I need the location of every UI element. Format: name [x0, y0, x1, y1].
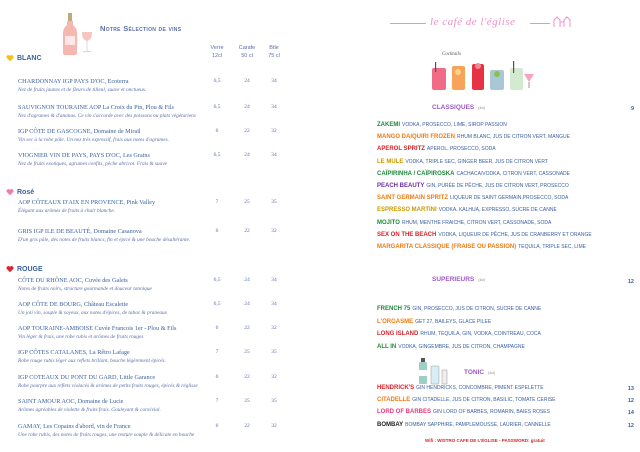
- section-rose: Rosé: [6, 188, 34, 196]
- price-verre: 6: [215, 423, 219, 429]
- wine-description: Vin léger & frais, une robe rubis et arômes de fruits rouges: [18, 334, 144, 340]
- cocktail-item: [377, 220, 551, 226]
- superieurs-price: 12: [627, 279, 634, 285]
- wine-name: GAMAY, Les Copains d'abord, vin de France: [18, 423, 131, 430]
- wine-name: GRIS IGP ILE DE BEAUTÉ, Domaine Casanova: [18, 228, 142, 235]
- cocktail-ingredients: RHUM BLANC, JUS DE CITRON VERT, MANGUE: [457, 134, 570, 141]
- cocktail-name: APEROL SPRITZ: [377, 146, 425, 153]
- wine-description: Nez d'agrumes & d'ananas. Ce vin s'accorde avec des poissons ou plats végétariens: [18, 113, 196, 119]
- wine-item: [18, 228, 308, 243]
- church-icon: [552, 14, 572, 28]
- wine-name: SAINT AMOUR AOC, Domaine de Lucie: [18, 398, 124, 405]
- wine-name: AOP CÔTEAUX D'AIX EN PROVENCE, Pink Valley: [18, 199, 156, 206]
- section-superieurs: SUPERIEURS (4cl): [432, 276, 486, 283]
- section-rouge: ROUGE: [6, 265, 43, 273]
- cocktail-ingredients: BOMBAY SAPPHIRE, PAMPLEMOUSSE, LAURIER, CANNELLE: [405, 421, 551, 428]
- tonic-price: 12: [627, 398, 634, 405]
- wine-selection-title: Notre Sélection de vins: [100, 24, 182, 33]
- cocktail-item: [377, 195, 568, 201]
- cocktail-name: ZAKEMI: [377, 122, 400, 128]
- cocktail-name: PEACH BEAUTY: [377, 183, 425, 189]
- cocktail-item: [377, 183, 569, 189]
- price-carafe: 22: [244, 423, 250, 429]
- cocktail-item: [377, 409, 550, 415]
- price-bouteille: 32: [271, 228, 277, 234]
- logo-line-right: [530, 23, 550, 24]
- column-carafe: Carafe 50 cl: [238, 45, 256, 59]
- price-bouteille: 35: [271, 398, 277, 404]
- cocktail-item: [377, 171, 570, 177]
- price-carafe: 24: [244, 78, 250, 84]
- cocktail-ingredients: VODKA, KALHUA, EXPRESSO, SUCRE DE CANNE: [438, 207, 557, 214]
- wine-name: VIOGNIER VIN DE PAYS, PAYS D'OC, Les Grains: [18, 152, 150, 159]
- cafe-logo: le café de l'église: [430, 16, 516, 28]
- cocktail-item: [377, 232, 592, 238]
- cocktail-item: [377, 244, 586, 250]
- cocktail-item: [377, 344, 525, 350]
- cocktail-ingredients: GIN LORD OF BARBES, ROMARIN, BAIES ROSES: [433, 409, 550, 416]
- cocktail-ingredients: APEROL, PROSECCO, SODA: [426, 146, 496, 153]
- section-tonic: TONIC (4cl): [464, 369, 495, 376]
- price-bouteille: 35: [271, 199, 277, 205]
- yellow-heart-icon: [6, 54, 14, 62]
- logo-line-left: [390, 23, 426, 24]
- wine-description: Arômes agréables de violette & fruits frais. Gouleyant & convivial.: [18, 407, 161, 413]
- price-verre: 7: [215, 199, 219, 205]
- cocktail-item: [377, 159, 548, 165]
- wine-description: Robe pourpre aux reflets violacés & arômes de petits fruits rouges, épicés & réglisse: [18, 383, 198, 389]
- price-carafe: 22: [244, 374, 250, 380]
- cocktail-item: [377, 422, 551, 428]
- cocktail-ingredients: VODKA, LIQUEUR DE PÊCHE, JUS DE CRANBERRY ET ORANGE: [438, 231, 592, 238]
- price-carafe: 25: [244, 199, 250, 205]
- price-bouteille: 32: [271, 128, 277, 134]
- price-verre: 6: [215, 374, 219, 380]
- cocktail-name: MANGO DAIQUIRI FROZEN: [377, 134, 455, 141]
- cocktail-name: CAÏPIRINHA / CAÏPIROSKA: [377, 170, 455, 177]
- cocktail-item: [377, 306, 541, 312]
- price-bouteille: 32: [271, 423, 277, 429]
- wine-item: [18, 199, 308, 214]
- cocktail-ingredients: RHUM, MENTHE FRAICHE, CITRON VERT, CASSONADE, SODA: [401, 219, 552, 226]
- cocktail-ingredients: VODKA, PROSECCO, LIME, SIROP PASSION: [402, 122, 507, 128]
- cocktail-name: LONG ISLAND: [377, 331, 419, 337]
- cocktail-ingredients: RHUM, TEQUILA, GIN, VODKA, COINTREAU, COCA: [420, 331, 541, 337]
- cocktail-ingredients: GIN CITADELLE, JUS DE CITRON, BASILIC, TOMATE CERISE: [412, 397, 556, 404]
- cocktail-ingredients: GIN HENDRICKS, CONCOMBRE, PIMENT ESPELETTE: [416, 385, 544, 391]
- price-carafe: 24: [244, 104, 250, 110]
- wine-bottle-and-glass-icon: [60, 12, 94, 56]
- wine-item: [18, 398, 308, 413]
- tonic-price: 13: [627, 386, 634, 392]
- wine-description: Nez de fruits jaunes et de fleurs de tilleul, suave et onctueux.: [18, 87, 147, 93]
- cocktail-ingredients: GIN, PURÉE DE PÊCHE, JUS DE CITRON VERT, PROSECCO: [426, 183, 569, 189]
- cocktail-name: LE MULE: [377, 158, 404, 165]
- price-carafe: 25: [244, 349, 250, 355]
- cocktail-name: SEX ON THE BEACH: [377, 231, 437, 238]
- price-bouteille: 32: [271, 325, 277, 331]
- wifi-info: Wifi : WISTRO CAFE DE L'ÉGLISE - PASSWORD: gratuit: [425, 438, 545, 443]
- gin-bottle-icon: [418, 356, 448, 386]
- price-carafe: 24: [244, 301, 250, 307]
- cocktail-name: HENDRICK'S: [377, 385, 415, 391]
- price-verre: 7: [215, 398, 219, 404]
- wine-item: [18, 349, 308, 364]
- price-bouteille: 35: [271, 349, 277, 355]
- cocktail-name: BOMBAY: [377, 421, 404, 428]
- price-bouteille: 34: [271, 301, 277, 307]
- price-carafe: 24: [244, 152, 250, 158]
- cocktail-name: MARGARITA CLASSIQUE (FRAISE OU PASSION): [377, 244, 517, 250]
- cocktail-name: SAINT GERMAIN SPRITZ: [377, 195, 449, 202]
- price-verre: 6,5: [213, 104, 221, 110]
- wine-item: [18, 277, 308, 292]
- cocktail-name: L'ORGASME: [377, 318, 414, 325]
- price-carafe: 22: [244, 325, 250, 331]
- cocktail-item: [377, 122, 507, 128]
- price-verre: 6: [215, 325, 219, 331]
- price-bouteille: 34: [271, 152, 277, 158]
- section-classiques: CLASSIQUES (4cl): [432, 104, 486, 111]
- wine-item: [18, 423, 308, 438]
- cocktail-name: FRENCH 75: [377, 306, 411, 312]
- red-heart-icon: [6, 265, 14, 273]
- wine-description: Nez de fruits exotiques, agrumes confits, pêche abricot. Frais & suave: [18, 161, 168, 167]
- cocktail-ingredients: GET 27, BAILEYS, GLACE PILEE: [415, 318, 492, 325]
- wine-menu-page: [0, 0, 312, 452]
- wine-description: Notes de fruits noirs, structure gourmande et douceur tannique: [18, 286, 152, 292]
- price-verre: 6,5: [213, 152, 221, 158]
- cocktail-item: [377, 397, 556, 403]
- wine-name: AOP TOURAINE-AMBOISE Cuvée Francois 1er - Plou & Fils: [18, 325, 177, 332]
- price-bouteille: 34: [271, 104, 277, 110]
- wine-item: [18, 301, 308, 316]
- column-verre: Verre 12cl: [210, 45, 224, 59]
- cocktail-name: ALL IN: [377, 343, 397, 350]
- price-verre: 6: [215, 228, 219, 234]
- wine-item: [18, 325, 308, 340]
- price-verre: 7: [215, 349, 219, 355]
- cocktails-label: Cocktails: [442, 52, 461, 57]
- wine-name: IGP CÔTES CATALANES, La Rêtro Lafage: [18, 349, 130, 356]
- cocktail-name: ESPRESSO MARTINI: [377, 207, 437, 214]
- wine-name: IGP COTEAUX DU PONT DU GARD, Little Garance: [18, 374, 156, 381]
- classiques-price: 9: [630, 106, 634, 112]
- cocktail-ingredients: CACHACA/VODKA, CITRON VERT, CASSONADE: [456, 170, 570, 177]
- wine-name: CÔTE DU RHÔNE AOC, Cuvée des Galets: [18, 277, 128, 284]
- cocktail-ingredients: GIN, PROSECCO, JUS DE CITRON, SUCRE DE CANNE: [412, 306, 542, 312]
- column-bouteille: Btle 75 cl: [268, 45, 280, 59]
- price-verre: 6,5: [213, 301, 221, 307]
- price-verre: 6: [215, 128, 219, 134]
- wine-name: SAUVIGNON TOURAINE AOP La Croix du Pin, Plou & Fils: [18, 104, 174, 111]
- price-bouteille: 32: [271, 374, 277, 380]
- cocktail-ingredients: LIQUEUR DE SAINT GERMAIN,PROSECCO, SODA: [450, 195, 569, 202]
- cocktail-name: LORD OF BARBES: [377, 409, 431, 416]
- wine-description: Robe rouge rubis léger aux reflets brillant, bouche légèrement épicés.: [18, 358, 166, 364]
- cocktail-name: MOJITO: [377, 219, 400, 226]
- price-carafe: 24: [244, 277, 250, 283]
- wine-item: [18, 104, 308, 119]
- wine-description: D'un gris pâle, des notes de fruits blancs, fin et épicé & une bouche désaltérante.: [18, 237, 191, 243]
- price-carafe: 22: [244, 128, 250, 134]
- price-verre: 6,5: [213, 78, 221, 84]
- cocktail-ingredients: TEQUILA, TRIPLE SEC, LIME: [518, 244, 586, 250]
- wine-name: IGP CÔTE DE GASCOGNE, Domaine de Miraïl: [18, 128, 141, 135]
- price-verre: 6,5: [213, 277, 221, 283]
- wine-description: Élégant aux arômes de fruits à chair blanche.: [18, 208, 116, 214]
- cocktail-glasses-illustration: [428, 58, 538, 92]
- price-bouteille: 34: [271, 277, 277, 283]
- cocktail-item: [377, 207, 557, 213]
- price-carafe: 25: [244, 398, 250, 404]
- cocktail-item: [377, 134, 570, 140]
- cocktail-item: [377, 146, 496, 152]
- cocktail-item: [377, 319, 491, 325]
- wine-description: Un joli vin, souple & soyeux, aux notes d'épices, de tabac & pruneaux: [18, 310, 167, 316]
- wine-name: CHARDONNAY IGP PAYS D'OC, Ecoterra: [18, 78, 129, 85]
- price-bouteille: 34: [271, 78, 277, 84]
- wine-description: Vin sec à la robe pâle. Un nez très expressif, frais aux notes d'agrumes.: [18, 137, 169, 143]
- tonic-price: 14: [627, 410, 634, 417]
- cocktail-item: [377, 331, 541, 337]
- cocktail-item: [377, 385, 544, 391]
- wine-item: [18, 128, 308, 143]
- cocktail-ingredients: VODKA, GINGEMBRE, JUS DE CITRON, CHAMPAGNE: [398, 343, 525, 350]
- wine-name: AOP CÔTE DE BOURG, Château Escalette: [18, 301, 129, 308]
- cocktail-menu-page: [330, 0, 640, 452]
- tonic-price: 12: [627, 422, 634, 429]
- section-blanc: BLANC: [6, 54, 42, 62]
- wine-item: [18, 152, 308, 167]
- cocktail-ingredients: VODKA, TRIPLE SEC, GINGER BEER, JUS DE CITRON VERT: [405, 158, 548, 165]
- pink-heart-icon: [6, 188, 14, 196]
- cocktail-name: CITADELLE: [377, 397, 411, 404]
- price-carafe: 22: [244, 228, 250, 234]
- wine-item: [18, 374, 308, 389]
- wine-description: Une robe rubis, des notes de fruits rouges, une texture souple & délicate en bouche: [18, 432, 195, 438]
- wine-item: [18, 78, 308, 93]
